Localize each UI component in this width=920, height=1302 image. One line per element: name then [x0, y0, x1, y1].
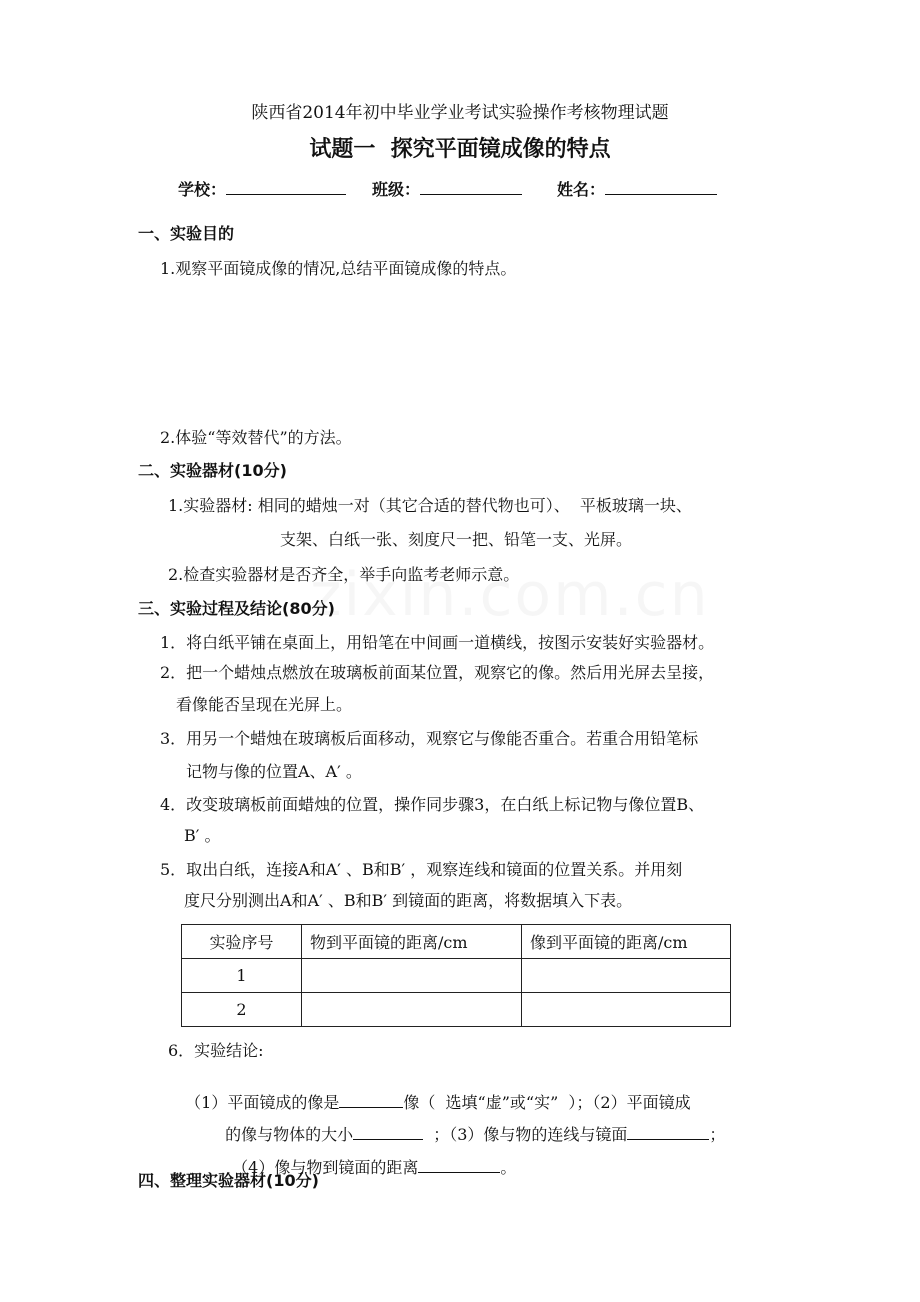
conclusion-2-end: ；: [709, 1125, 726, 1144]
conclusion-2-text: 的像与物体的大小: [225, 1125, 354, 1144]
materials-item-1-line1: 1.实验器材: 相同的蜡烛一对（其它合适的替代物也可）、 平板玻璃一块、: [168, 496, 692, 515]
step-1: 1．将白纸平铺在桌面上，用铅笔在中间画一道横线，按图示安装好实验器材。: [160, 633, 715, 652]
school-blank[interactable]: [226, 176, 346, 195]
table-row: [182, 993, 731, 1027]
table-cell-image-distance[interactable]: [522, 959, 731, 993]
school-field: [178, 176, 346, 200]
table-header-cell: 实验序号: [182, 925, 302, 959]
page-title: 试题一 探究平面镜成像的特点: [309, 137, 611, 162]
table-row: [182, 959, 731, 993]
data-table: [181, 924, 731, 1027]
table-header-cell: 像到平面镜的距离/cm: [522, 925, 731, 959]
school-label: 学校：: [178, 180, 227, 199]
table-header-row: [182, 925, 731, 959]
table-cell-object-distance[interactable]: [302, 959, 522, 993]
conclusion-4-text: （4）像与物到镜面的距离: [232, 1158, 419, 1177]
step-5-line1: 5．取出白纸，连接A和A′ 、B和B′ ，观察连线和镜面的位置关系。并用刻: [160, 860, 683, 879]
blank-distance[interactable]: [418, 1154, 500, 1173]
materials-item-2: 2.检查实验器材是否齐全，举手向监考老师示意。: [168, 565, 520, 584]
section-heading-materials: 二、实验器材(10分): [138, 461, 287, 480]
step-4-line2: B′ 。: [184, 826, 221, 845]
step-3-line1: 3．用另一个蜡烛在玻璃板后面移动，观察它与像能否重合。若重合用铅笔标: [160, 729, 699, 748]
materials-item-1-line2: 支架、白纸一张、刻度尺一把、铅笔一支、光屏。: [280, 530, 633, 549]
table-cell-index: 1: [182, 959, 302, 993]
table-cell-object-distance[interactable]: [302, 993, 522, 1027]
section-heading-purpose: 一、实验目的: [138, 224, 235, 243]
exam-header: 陕西省2014年初中毕业学业考试实验操作考核物理试题: [251, 103, 669, 123]
conclusion-label: 6．实验结论:: [168, 1041, 264, 1060]
class-blank[interactable]: [420, 176, 522, 195]
step-4-line1: 4．改变玻璃板前面蜡烛的位置，操作同步骤3，在白纸上标记物与像位置B、: [160, 795, 705, 814]
step-2-line2: 看像能否呈现在光屏上。: [176, 695, 353, 714]
name-label: 姓名：: [557, 180, 606, 199]
section-heading-cleanup: 四、整理实验器材(10分): [138, 1171, 319, 1190]
blank-line-relation[interactable]: [627, 1121, 709, 1140]
step-5-line2: 度尺分别测出A和A′ 、B和B′ 到镜面的距离，将数据填入下表。: [184, 891, 633, 910]
conclusion-4-end: 。: [500, 1158, 517, 1177]
name-field: [557, 176, 717, 200]
table-cell-index: 2: [182, 993, 302, 1027]
table-cell-image-distance[interactable]: [522, 993, 731, 1027]
purpose-item-2: 2.体验“等效替代”的方法。: [160, 428, 352, 447]
name-blank[interactable]: [605, 176, 717, 195]
class-field: [372, 176, 522, 200]
conclusion-3-text: ；（3）像与物的连线与镜面: [433, 1125, 628, 1144]
class-label: 班级：: [372, 180, 421, 199]
step-2-line1: 2．把一个蜡烛点燃放在玻璃板前面某位置，观察它的像。然后用光屏去呈接，: [160, 663, 715, 682]
purpose-item-1: 1.观察平面镜成像的情况,总结平面镜成像的特点。: [160, 259, 517, 278]
step-3-line2: 记物与像的位置A、A′ 。: [186, 762, 362, 781]
section-heading-process: 三、实验过程及结论(80分): [138, 599, 335, 618]
table-header-cell: 物到平面镜的距离/cm: [302, 925, 522, 959]
conclusion-1-hint: 像（ 选填“虚”或“实” ）；（2）平面镜成: [403, 1093, 691, 1112]
conclusion-1-text: （1）平面镜成的像是: [185, 1093, 340, 1112]
